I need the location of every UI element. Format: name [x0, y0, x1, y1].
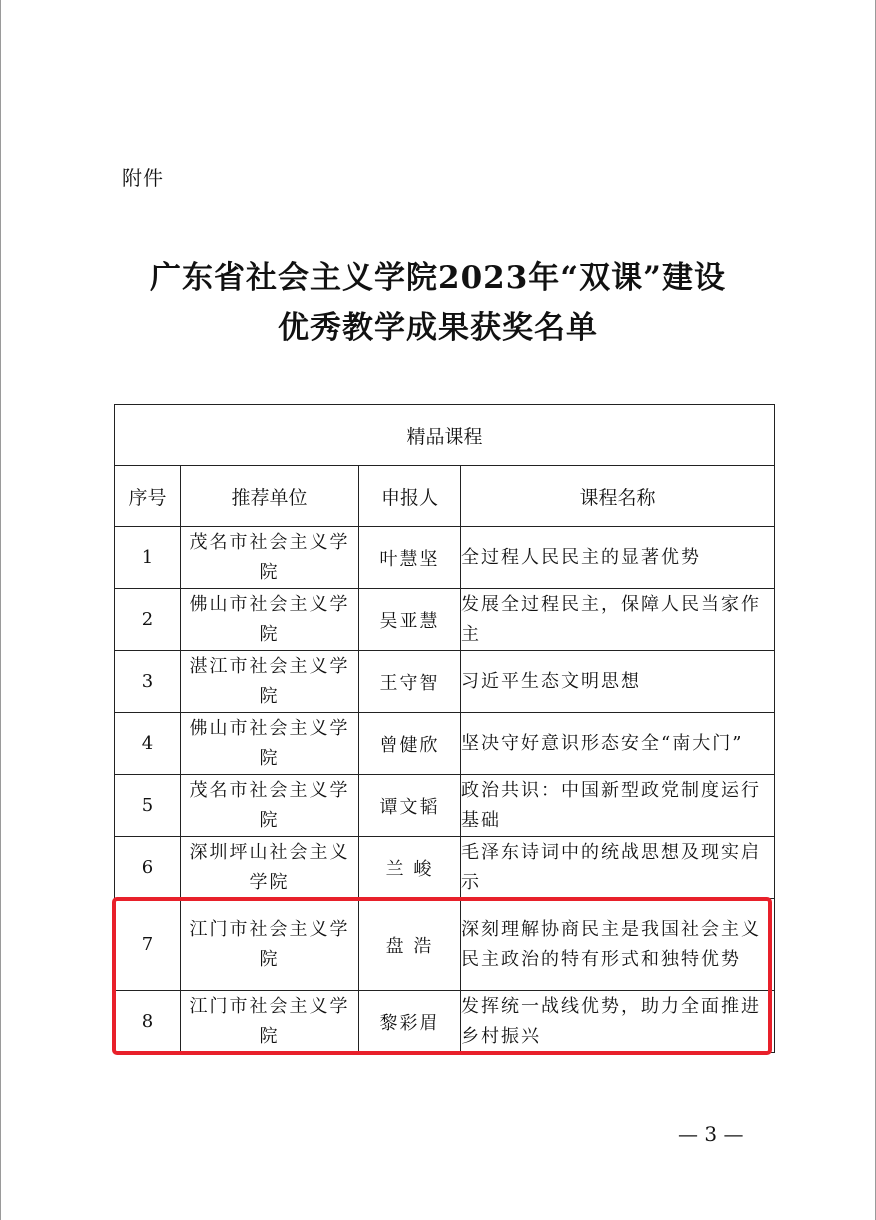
row-unit: 佛山市社会主义学院 — [181, 713, 359, 775]
row-index: 7 — [115, 899, 181, 991]
page-border-left — [0, 0, 1, 1220]
row-unit: 江门市社会主义学院 — [181, 991, 359, 1053]
page-number: — 3 — — [678, 1122, 744, 1146]
row-person: 王守智 — [359, 651, 461, 713]
row-index: 4 — [115, 713, 181, 775]
document-title-line-1: 广东省社会主义学院2023年“双课”建设 — [150, 260, 726, 296]
row-person: 叶慧坚 — [359, 527, 461, 589]
table-row — [115, 527, 775, 589]
row-person: 盘 浩 — [359, 899, 461, 991]
table-row — [115, 589, 775, 651]
row-index: 2 — [115, 589, 181, 651]
table-row — [115, 651, 775, 713]
column-header-person: 申报人 — [359, 466, 461, 527]
table-row — [115, 837, 775, 899]
attachment-label: 附件 — [122, 166, 164, 190]
row-course: 毛泽东诗词中的统战思想及现实启示 — [461, 837, 775, 899]
highlight-box — [112, 897, 772, 1055]
row-course: 发展全过程民主，保障人民当家作主 — [461, 589, 775, 651]
row-index: 6 — [115, 837, 181, 899]
row-person: 黎彩眉 — [359, 991, 461, 1053]
row-person: 吴亚慧 — [359, 589, 461, 651]
row-course: 发挥统一战线优势，助力全面推进乡村振兴 — [461, 991, 775, 1053]
row-person: 兰 峻 — [359, 837, 461, 899]
table-row — [115, 713, 775, 775]
row-index: 1 — [115, 527, 181, 589]
row-course: 政治共识：中国新型政党制度运行基础 — [461, 775, 775, 837]
row-unit: 深圳坪山社会主义学院 — [181, 837, 359, 899]
column-header-course: 课程名称 — [461, 466, 775, 527]
row-unit: 茂名市社会主义学院 — [181, 527, 359, 589]
row-course: 深刻理解协商民主是我国社会主义民主政治的特有形式和独特优势 — [461, 899, 775, 991]
row-person: 谭文韬 — [359, 775, 461, 837]
row-unit: 湛江市社会主义学院 — [181, 651, 359, 713]
row-course: 全过程人民民主的显著优势 — [461, 527, 775, 589]
row-course: 坚决守好意识形态安全“南大门” — [461, 713, 775, 775]
section-title: 精品课程 — [115, 405, 775, 466]
column-header-unit: 推荐单位 — [181, 466, 359, 527]
row-course: 习近平生态文明思想 — [461, 651, 775, 713]
row-index: 3 — [115, 651, 181, 713]
row-index: 5 — [115, 775, 181, 837]
row-unit: 江门市社会主义学院 — [181, 899, 359, 991]
column-header-row — [115, 466, 775, 527]
table-row — [115, 775, 775, 837]
row-index: 8 — [115, 991, 181, 1053]
row-unit: 茂名市社会主义学院 — [181, 775, 359, 837]
row-unit: 佛山市社会主义学院 — [181, 589, 359, 651]
row-person: 曾健欣 — [359, 713, 461, 775]
document-title-line-2: 优秀教学成果获奖名单 — [278, 310, 598, 346]
column-header-index: 序号 — [115, 466, 181, 527]
section-header-row — [115, 405, 775, 466]
